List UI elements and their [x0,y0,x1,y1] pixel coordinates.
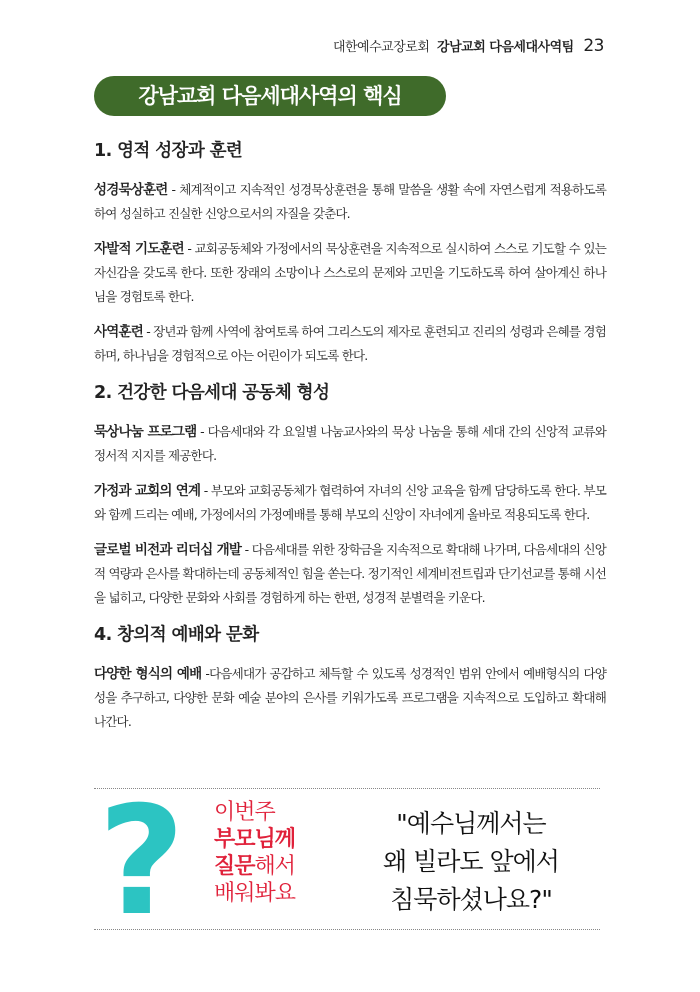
quote-line: 왜 빌라도 앞에서 [383,847,559,876]
term: 성경묵상훈련 [94,182,168,198]
paragraph [94,320,606,368]
paragraph [94,178,606,226]
main-content [94,136,606,734]
page-title: 강남교회 다음세대사역의 핵심 [94,76,446,116]
term: 글로벌 비전과 리더십 개발 [94,542,242,558]
ask-line: 부모님께 [214,827,296,852]
term: 사역훈련 [94,324,143,340]
quote-line: 침묵하셨나요?" [390,885,552,914]
description: - 부모와 교회공동체가 협력하여 자녀의 신앙 교육을 함께 담당하도록 한다. 부모와 함께 드리는 예배, 가정에서의 가정예배를 통해 부모의 신앙이 자녀에게 올바로 적용되도록 한다. [94,483,606,522]
ask-line-bold: 질문 [214,854,255,879]
weekly-question [346,805,596,919]
question-banner [94,775,600,949]
header-dept: 강남교회 다음세대사역팀 [437,40,574,55]
paragraph [94,237,606,309]
ask-line-rest: 해서 [254,854,296,879]
description: - 체계적이고 지속적인 성경묵상훈련을 통해 말씀을 생활 속에 자연스럽게 적용하도록 하여 성실하고 진실한 신앙으로서의 자질을 갖춘다. [94,182,606,221]
description: -다음세대가 공감하고 체득할 수 있도록 성경적인 범위 안에서 예배형식의 다양성을 추구하고, 다양한 문화 예술 분야의 은사를 키워가도록 프로그램을 지속적으로 도입하고 확대해 나간다. [94,666,606,729]
page-header [333,36,604,56]
paragraph [94,662,606,734]
page-number: 23 [583,36,604,56]
term: 묵상나눔 프로그램 [94,424,197,440]
description: - 장년과 함께 사역에 참여토록 하여 그리스도의 제자로 훈련되고 진리의 성령과 은혜를 경험하며, 하나님을 경험적으로 아는 어린이가 되도록 한다. [94,324,606,363]
section-title: 1. 영적 성장과 훈련 [94,141,243,161]
ask-line [214,853,324,880]
description: - 다음세대와 각 요일별 나눔교사와의 묵상 나눔을 통해 세대 간의 신앙적 교류와 정서적 지지를 제공한다. [94,424,607,463]
quote-line: "예수님께서는 [396,809,546,838]
ask-line: 배워봐요 [214,881,296,906]
description: - 다음세대를 위한 장학금을 지속적으로 확대해 나가며, 다음세대의 신앙적 역량과 은사를 확대하는데 공동체적인 힘을 쏟는다. 정기적인 세계비전트립과 단기선교를 통해 시선을 넓히고, 다양한 문화와 사회를 경험하게 하는 한편, 성경적 분별력을 키운다. [94,542,606,605]
header-org: 대한예수교장로회 [332,40,430,55]
term: 자발적 기도훈련 [94,241,184,257]
paragraph [94,538,606,610]
description: - 교회공동체와 가정에서의 묵상훈련을 지속적으로 실시하여 스스로 기도할 수 있는 자신감을 갖도록 한다. 또한 장래의 소망이나 스스로의 문제와 고민을 기도하도록 하여 살아계신 하나님을 경험토록 한다. [94,241,606,304]
ask-parents-label [214,799,324,907]
paragraph [94,420,606,468]
paragraph [94,479,606,527]
term: 다양한 형식의 예배 [94,666,202,682]
question-mark-icon: ? [98,775,186,949]
section-title: 4. 창의적 예배와 문화 [94,625,259,645]
section-title: 2. 건강한 다음세대 공동체 형성 [94,383,330,403]
ask-line: 이번주 [214,800,275,825]
term: 가정과 교회의 연계 [94,483,201,499]
